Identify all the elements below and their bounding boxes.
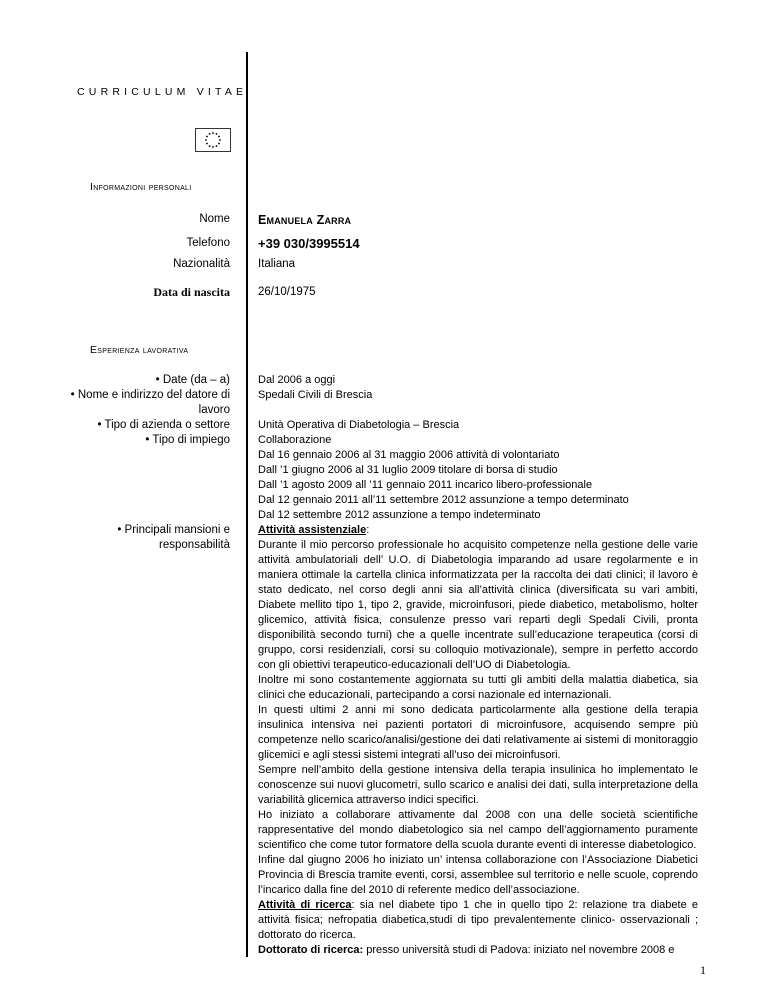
personal-info-heading: Informazioni personali — [90, 181, 192, 193]
sector-label: • Tipo di azienda o settore — [97, 419, 230, 431]
paragraph: Sempre nell’ambito della gestione intensiva della terapia insulinica ho implementato le conoscenze sui nuovi glucometri, sullo scarico e analisi dei dati, sulla interpretazione della variabilità glicemica attraverso indici specifici. — [258, 764, 698, 806]
job-type-label: • Tipo di impiego — [145, 434, 230, 446]
nationality-label: Nazionalità — [173, 258, 230, 270]
duties-label: • Principali mansioni e responsabilità — [117, 524, 230, 551]
work-experience-heading: Esperienza lavorativa — [90, 344, 189, 356]
column-divider — [246, 52, 248, 957]
research-text: : sia nel diabete tipo 1 che in quello tipo 2: relazione tra diabete e attività fisica; nefropatia diabetica,studi di tipo prevalentemente clinico- osservazionali ; dottorato do ricerca. — [258, 899, 698, 941]
history-item: Dal 12 settembre 2012 assunzione a tempo indeterminato — [258, 509, 541, 521]
dates-value: Dal 2006 a oggi — [258, 374, 336, 386]
research-paragraph — [258, 898, 698, 943]
history-item: Dal 12 gennaio 2011 all’11 settembre 2012 assunzione a tempo determinato — [258, 494, 629, 506]
name-label: Nome — [199, 213, 230, 225]
phone-label: Telefono — [186, 237, 230, 249]
phone-value: +39 030/3995514 — [258, 236, 360, 251]
dates-label: • Date (da – a) — [155, 374, 230, 386]
research-title: Attività di ricerca — [258, 899, 352, 911]
employer-label-cont: lavoro — [198, 404, 230, 416]
assistance-colon: : — [366, 524, 370, 536]
nationality-value: Italiana — [258, 258, 296, 270]
history-item: Dal 16 gennaio 2006 al 31 maggio 2006 attività di volontariato — [258, 449, 560, 461]
history-item: Dall ’1 giugno 2006 al 31 luglio 2009 titolare di borsa di studio — [258, 464, 558, 476]
assistance-heading — [258, 523, 698, 538]
birthdate-value: 26/10/1975 — [258, 286, 316, 298]
paragraph: Ho iniziato a collaborare attivamente dal 2008 con una delle società scientifiche rappresentative del mondo diabetologico sia nel campo dell’aggiornamento puramente scientifico che come tutor formatore della scuola durante eventi di interesse diabetologico. — [258, 809, 698, 851]
phd-paragraph — [258, 943, 698, 958]
paragraph: Infine dal giugno 2006 ho iniziato un’ intensa collaborazione con l’Associazione Diabetici Provincia di Brescia tramite eventi, corsi, assemblee sul territorio e nelle scuole, coprendo l’incarico dalla fine del 2010 di referente medico dell’associazione. — [258, 854, 698, 896]
sector-value: Unità Operativa di Diabetologia – Brescia — [258, 419, 460, 431]
employer-value: Spedali Civili di Brescia — [258, 389, 373, 401]
paragraph: Inoltre mi sono costantemente aggiornata su tutti gli ambiti della malattia diabetica, sia clinici che educazionali, partecipando a corsi nazionale ed internazionali. — [258, 674, 698, 701]
birthdate-label: Data di nascita — [153, 285, 230, 299]
phd-text: presso università studi di Padova: iniziato nel novembre 2008 e — [363, 944, 675, 956]
experience-details — [258, 373, 698, 958]
name-value: Emanuela Zarra — [258, 213, 352, 227]
paragraph: In questi ultimi 2 anni mi sono dedicata particolarmente alla gestione della terapia insulinica intensiva nei pazienti portatori di microinfusore, acquisendo sempre più competenze nello scarico/analisi/gestione dei dati relativamente ai sistemi di monitoraggio glicemici e agli stessi sistemi integrati all’uso dei microinfusori. — [258, 704, 698, 761]
history-item: Dall ’1 agosto 2009 all ’11 gennaio 2011 incarico libero-professionale — [258, 479, 593, 491]
assistance-title: Attività assistenziale — [258, 524, 367, 536]
paragraph: Durante il mio percorso professionale ho acquisito competenze nella gestione delle varie attività ambulatoriali dell’ U.O. di Diabetologia imparando ad usare regolarmente e in maniera ottimale la cartella clinica informatizzata per la raccolta dei dati clinici; il lavoro è stato dedicato, nel corso degli anni sia all’attività clinica (diversificata su vari ambiti, Diabete mellito tipo 1, tipo 2, gravide, microinfusori, piede diabetico, metabolismo, holter glicemico, attività fisica, consulenze presso vari reparti degli Spedali Civili, pronta disponibilità secondo turni) che a quelle incentrate sull’educazione terapeutica (corsi di gruppo, corsi residenziali, corsi su colloquio motivazionale), sempre in perfetto accordo con gli obiettivi terapeutico-educazionali dell’UO di Diabetologia. — [258, 539, 698, 671]
eu-flag-icon — [195, 128, 231, 152]
page-number: 1 — [700, 963, 706, 977]
employer-label: • Nome e indirizzo del datore di — [70, 389, 230, 401]
job-type-value: Collaborazione — [258, 434, 332, 446]
experience-labels — [55, 373, 230, 553]
document-title: CURRICULUM VITAE — [77, 86, 248, 98]
phd-title: Dottorato di ricerca: — [258, 944, 364, 956]
